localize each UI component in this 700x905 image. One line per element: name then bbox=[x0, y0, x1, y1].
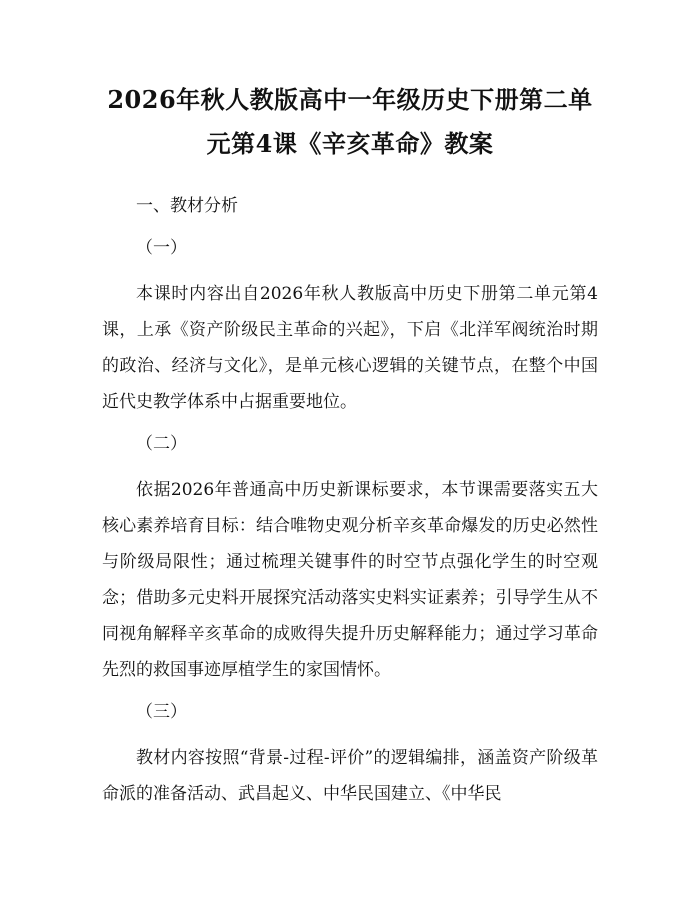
sub-heading-1: （一） bbox=[136, 238, 187, 258]
sub-heading-3: （三） bbox=[136, 702, 187, 722]
paragraph-2: 依据2026年普通高中历史新课标要求，本节课需要落实五大核心素养培育目标：结合唯物史观分析辛亥革命爆发的历史必然性与阶级局限性；通过梳理关键事件的时空节点强化学生的时空观念；借助多元史料开展探究活动落实史料实证素养；引导学生从不同视角解释辛亥革命的成败得失提升历史解释能力；通过学习革命先烈的救国事迹厚植学生的家国情怀。 bbox=[102, 480, 598, 680]
sub-heading-2: （二） bbox=[136, 434, 187, 454]
paragraph-3: 教材内容按照“背景-过程-评价”的逻辑编排，涵盖资产阶级革命派的准备活动、武昌起义、中华民国建立、《中华民 bbox=[102, 748, 598, 804]
document-title bbox=[102, 78, 598, 166]
section-heading-textbook-analysis: 一、教材分析 bbox=[136, 196, 238, 216]
paragraph-1: 本课时内容出自2026年秋人教版高中历史下册第二单元第4课，上承《资产阶级民主革命的兴起》，下启《北洋军阀统治时期的政治、经济与文化》，是单元核心逻辑的关键节点，在整个中国近代史教学体系中占据重要地位。 bbox=[102, 284, 598, 412]
title-line-2: 元第4课《辛亥革命》教案 bbox=[206, 129, 494, 158]
title-line-1: 2026年秋人教版高中一年级历史下册第二单 bbox=[107, 85, 593, 114]
